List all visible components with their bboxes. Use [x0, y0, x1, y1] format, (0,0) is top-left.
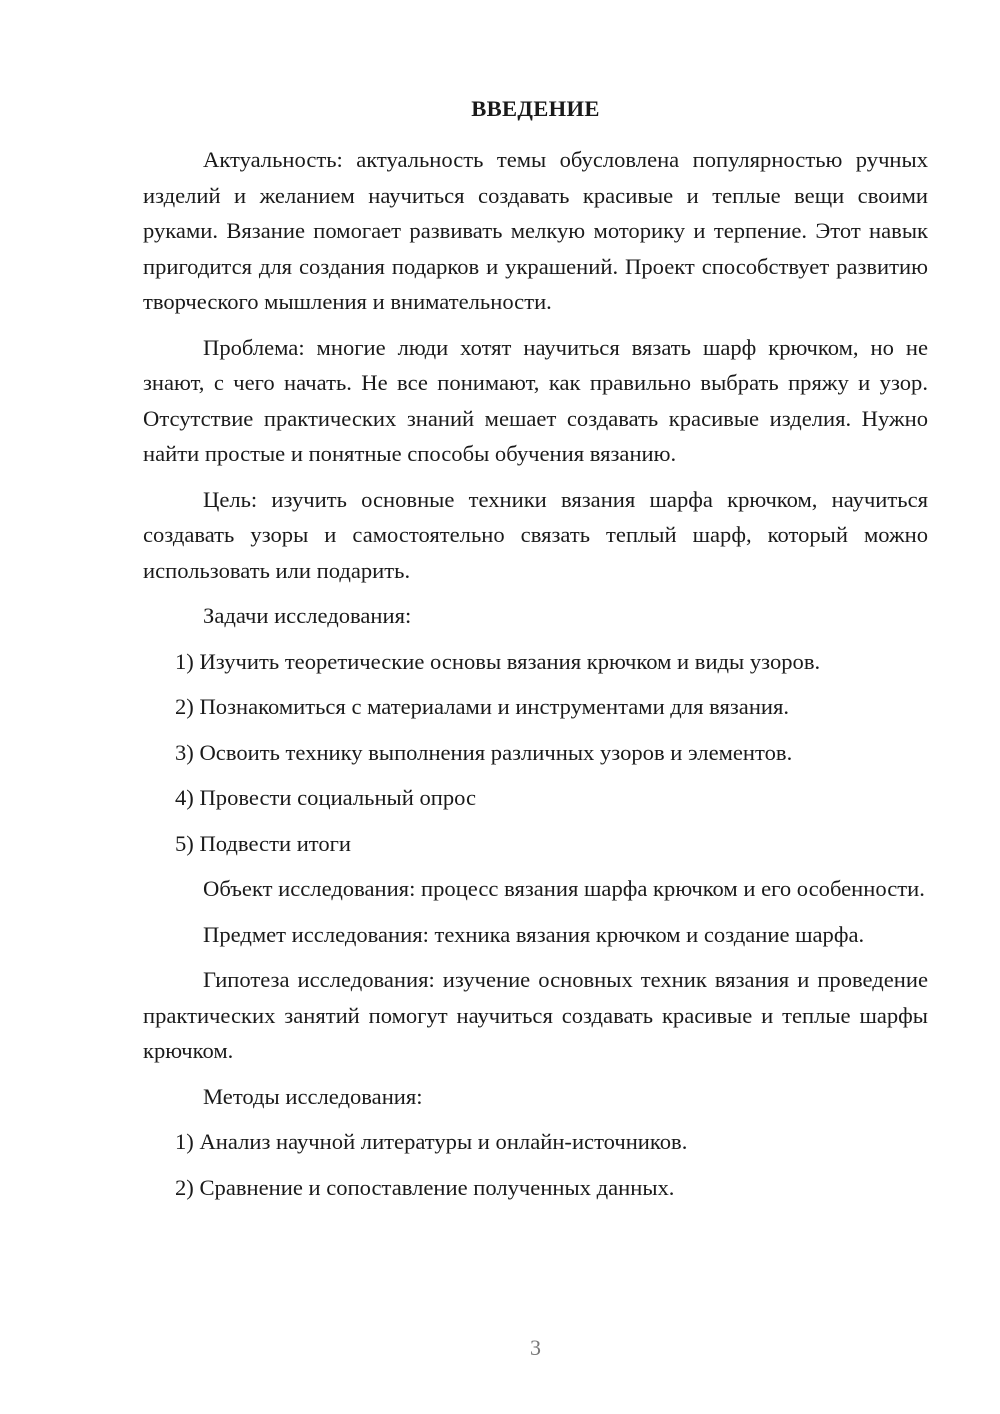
list-item: 1) Изучить теоретические основы вязания крючком и виды узоров. — [175, 648, 821, 674]
methods-heading: Методы исследования: — [203, 1083, 423, 1109]
object-paragraph: Объект исследования: процесс вязания шарфа крючком и его особенности. — [203, 876, 925, 901]
page-number: 3 — [530, 1335, 541, 1360]
methods-list — [143, 1124, 928, 1205]
hypothesis-paragraph: Гипотеза исследования: изучение основных техник вязания и проведение практических занятий помогут научиться создавать красивые и теплые шарфы крючком. — [143, 967, 928, 1063]
list-item: 1) Анализ научной литературы и онлайн-источников. — [175, 1129, 688, 1154]
list-item: 5) Подвести итоги — [175, 830, 352, 856]
problem-paragraph: Проблема: многие люди хотят научиться вязать шарф крючком, но не знают, с чего начать. Не все понимают, как правильно выбрать пряжу и узор. Отсутствие практических знаний мешает создавать красивые изделия. Нужно найти простые и понятные способы обучения вязанию. — [143, 334, 928, 466]
goal-paragraph: Цель: изучить основные техники вязания шарфа крючком, научиться создавать узоры и самостоятельно связать теплый шарф, который можно использовать или подарить. — [143, 486, 928, 583]
list-item: 2) Познакомиться с материалами и инструментами для вязания. — [175, 694, 790, 719]
subject-paragraph: Предмет исследования: техника вязания крючком и создание шарфа. — [203, 921, 865, 947]
list-item: 3) Освоить технику выполнения различных узоров и элементов. — [175, 739, 793, 765]
relevance-paragraph: Актуальность: актуальность темы обусловлена популярностью ручных изделий и желанием научиться создавать красивые и теплые вещи своими руками. Вязание помогает развивать мелкую моторику и терпение. Этот навык пригодится для создания подарков и украшений. Проект способствует развитию творческого мышления и внимательности. — [143, 147, 928, 314]
list-item: 4) Провести социальный опрос — [175, 785, 477, 810]
document-page — [143, 0, 928, 1414]
tasks-heading: Задачи исследования: — [203, 603, 412, 628]
tasks-list — [143, 644, 928, 862]
list-item: 2) Сравнение и сопоставление полученных данных. — [175, 1174, 675, 1200]
document-body — [143, 142, 928, 1215]
page-title: ВВЕДЕНИЕ — [471, 96, 600, 121]
